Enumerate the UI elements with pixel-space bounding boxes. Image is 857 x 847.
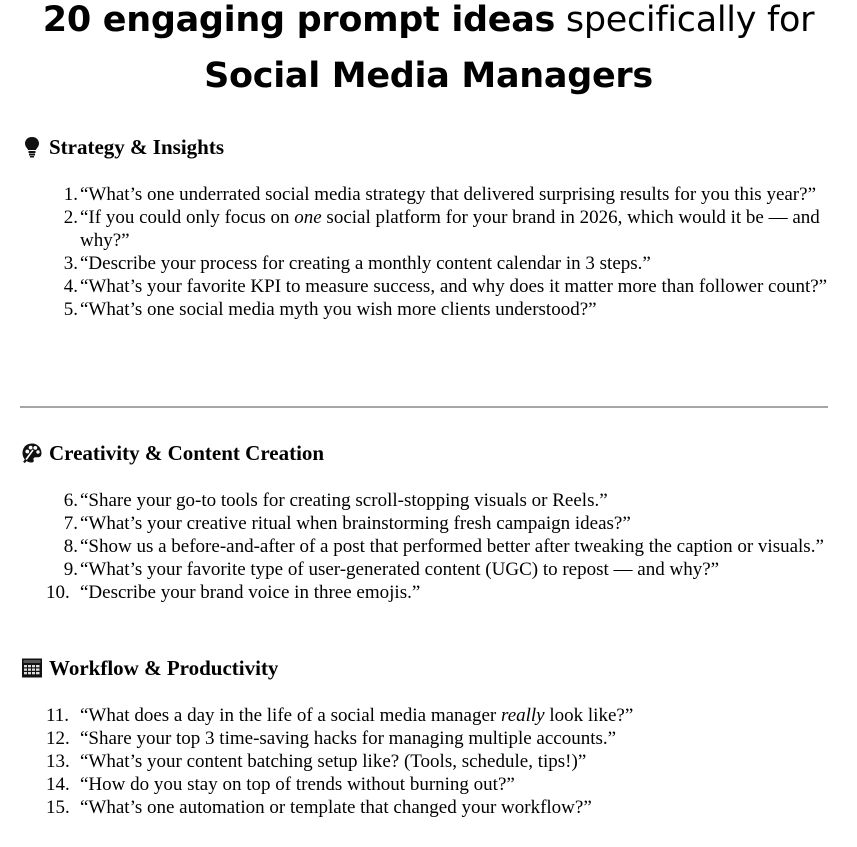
item-text-emphasis: one: [294, 207, 322, 228]
item-text: “Share your go-to tools for creating scroll-stopping visuals or Reels.”: [80, 490, 608, 511]
item-text-pre: “If you could only focus on: [80, 207, 295, 228]
item-text: “What’s your content batching setup like? (Tools, schedule, tips!)”: [80, 751, 587, 772]
list-item: [50, 489, 830, 512]
list-item: [50, 535, 830, 558]
list-item: [46, 773, 830, 796]
item-text-pre: “What does a day in the life of a social media manager: [80, 705, 501, 726]
list-item: [50, 206, 830, 252]
palette-icon: [20, 441, 44, 465]
creativity-prompt-list: [46, 489, 830, 604]
section-heading-label: Strategy & Insights: [49, 135, 225, 159]
list-item: [50, 183, 830, 206]
list-item: [46, 581, 830, 604]
item-text: “Describe your process for creating a monthly content calendar in 3 steps.”: [80, 253, 651, 274]
item-text-post: look like?”: [544, 705, 634, 726]
list-item: [46, 750, 830, 773]
lightbulb-icon: [20, 135, 44, 159]
item-number: 9.: [63, 559, 78, 580]
item-text: “What’s one underrated social media strategy that delivered surprising results for you this year?”: [80, 184, 816, 205]
item-number: 10.: [46, 582, 70, 603]
list-item: [50, 558, 830, 581]
list-item: [50, 512, 830, 535]
section-heading-workflow: [20, 655, 278, 681]
page-subtitle: Social Media Managers: [204, 56, 653, 96]
section-heading-label: Workflow & Productivity: [49, 656, 279, 680]
list-item: [50, 252, 830, 275]
title-light-part: specifically for: [555, 0, 815, 40]
list-item: [46, 727, 830, 750]
section-heading-strategy: [20, 134, 224, 160]
item-text: “What’s your favorite KPI to measure success, and why does it matter more than follower count?”: [80, 276, 828, 297]
item-text-post: social platform for your brand in 2026, which would it be — and why?”: [80, 207, 820, 251]
item-number: 5.: [63, 299, 78, 320]
list-item: [46, 796, 830, 819]
workflow-prompt-list: [46, 704, 830, 819]
item-number: 1.: [63, 184, 78, 205]
list-item: [50, 275, 830, 298]
title-bold-part: 20 engaging prompt ideas: [42, 0, 556, 40]
strategy-prompt-list: [50, 183, 830, 321]
item-number: 3.: [63, 253, 78, 274]
item-text: “What’s your favorite type of user-generated content (UGC) to repost — and why?”: [80, 559, 720, 580]
item-number: 13.: [46, 751, 70, 772]
item-number: 2.: [63, 207, 78, 228]
item-text: “What’s your creative ritual when brainstorming fresh campaign ideas?”: [80, 513, 631, 534]
item-number: 4.: [63, 276, 78, 297]
item-number: 7.: [63, 513, 78, 534]
list-item: [46, 704, 830, 727]
item-text: “Describe your brand voice in three emojis.”: [80, 582, 421, 603]
item-number: 14.: [46, 774, 70, 795]
page-title: [0, 0, 857, 48]
item-text: “What’s one social media myth you wish more clients understood?”: [80, 299, 597, 320]
item-number: 11.: [46, 705, 70, 726]
item-text-emphasis: really: [501, 705, 545, 726]
item-text: “How do you stay on top of trends without burning out?”: [80, 774, 515, 795]
section-heading-label: Creativity & Content Creation: [49, 441, 325, 465]
item-text: “Share your top 3 time-saving hacks for managing multiple accounts.”: [80, 728, 617, 749]
calendar-icon: [20, 656, 44, 680]
item-number: 6.: [63, 490, 78, 511]
item-number: 8.: [63, 536, 78, 557]
item-number: 12.: [46, 728, 70, 749]
item-text: “What’s one automation or template that changed your workflow?”: [80, 797, 592, 818]
list-item: [50, 298, 830, 321]
section-divider: [20, 406, 828, 408]
item-text: “Show us a before-and-after of a post that performed better after tweaking the caption or visuals.”: [80, 536, 824, 557]
section-heading-creativity: [20, 440, 324, 466]
item-number: 15.: [46, 797, 70, 818]
